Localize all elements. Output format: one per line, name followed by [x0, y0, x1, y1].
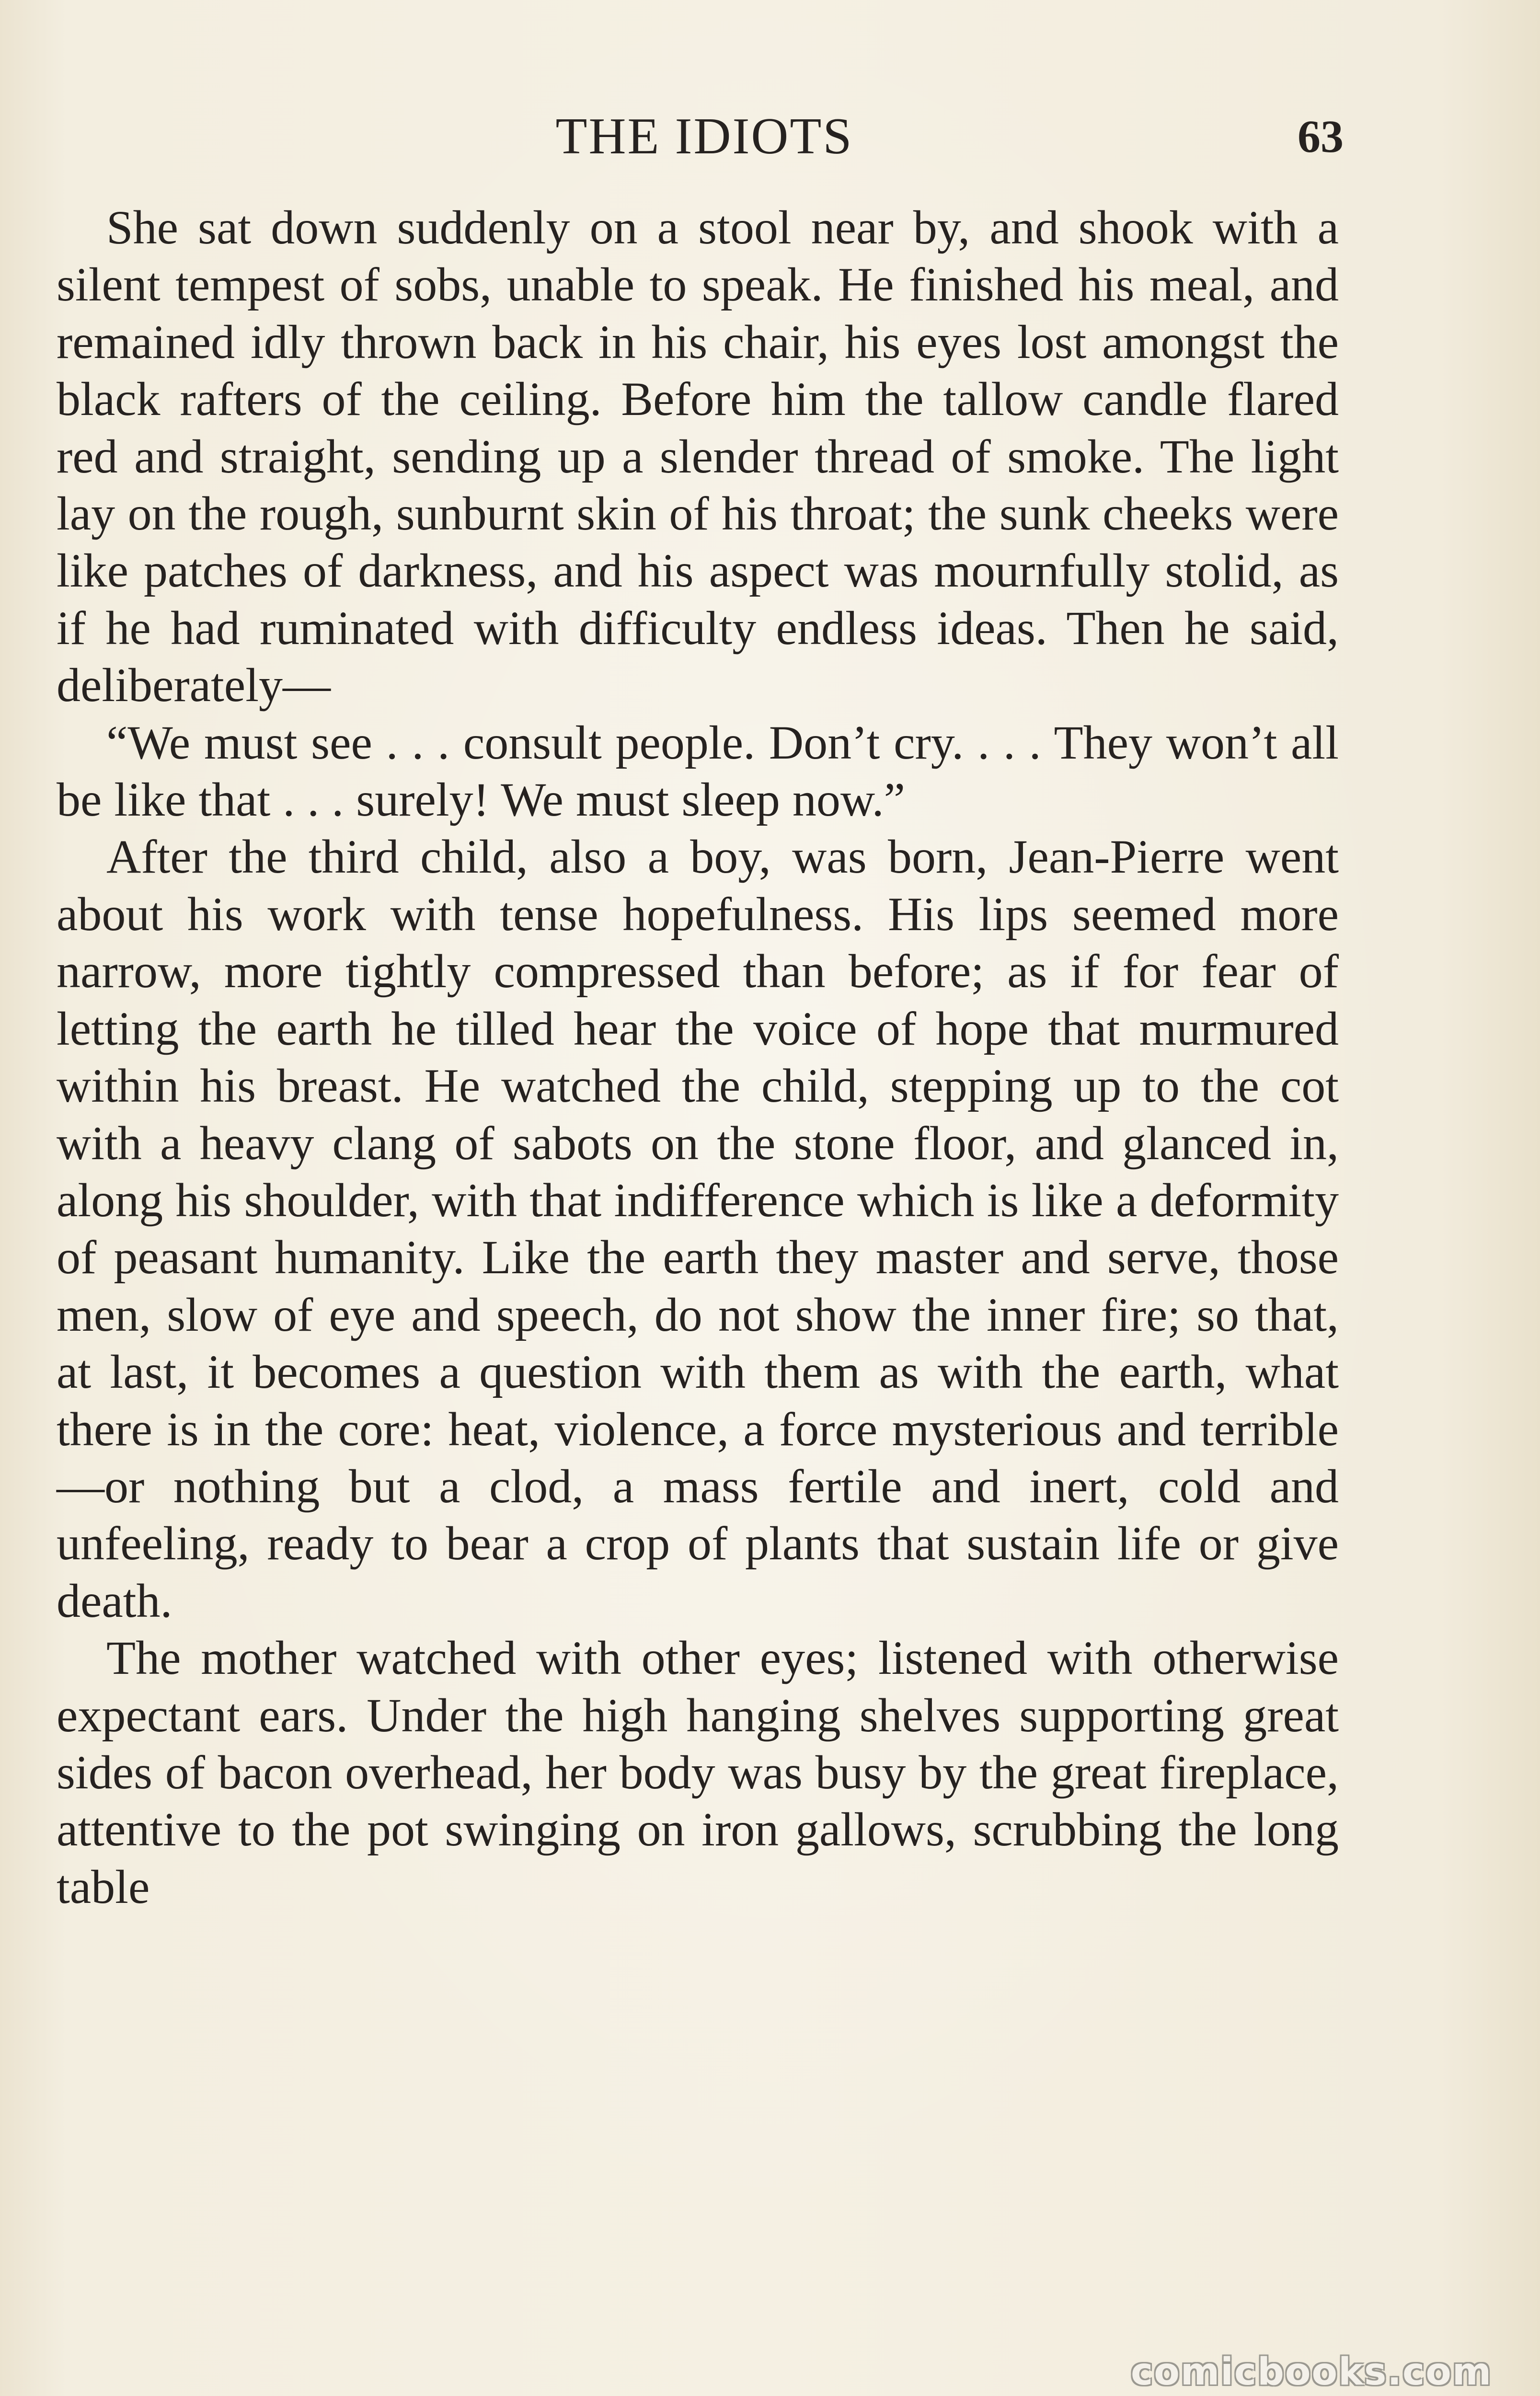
paragraph: She sat down suddenly on a stool near by, and shook with a silent tempest of sobs, unable to speak. He finished his meal, and remained idly thrown back in his chair, his eyes lost amongst the black rafters of the ceiling. Before him the tallow candle flared red and straight, sending up a slender thread of smoke. The light lay on the rough, sunburnt skin of his throat; the sunk cheeks were like patches of darkness, and his aspect was mournfully stolid, as if he had ruminated with difficulty endless ideas. Then he said, deliberately—: [57, 201, 1339, 712]
running-title: THE IDIOTS: [555, 108, 853, 165]
running-head: [0, 103, 1540, 170]
paragraph: “We must see . . . consult people. Don’t cry. . . . They won’t all be like that . . . surely! We must sleep now.”: [57, 715, 1339, 827]
body-text: [57, 199, 1339, 1915]
paragraph: The mother watched with other eyes; listened with otherwise expectant ears. Under the high hanging shelves supporting great sides of bacon overhead, her body was busy by the great fireplace, attentive to the pot swinging on iron gallows, scrubbing the long table: [57, 1631, 1339, 1913]
watermark: comicbooks.com: [1131, 2350, 1493, 2394]
page-number: 63: [1298, 111, 1344, 162]
paragraph: After the third child, also a boy, was born, Jean-Pierre went about his work with tense hopefulness. His lips seemed more narrow, more tightly compressed than before; as if for fear of letting the earth he tilled hear the voice of hope that murmured within his breast. He watched the child, stepping up to the cot with a heavy clang of sabots on the stone floor, and glanced in, along his shoulder, with that indifference which is like a deformity of peasant humanity. Like the earth they master and serve, those men, slow of eye and speech, do not show the inner fire; so that, at last, it becomes a question with them as with the earth, what there is in the core: heat, violence, a force mysterious and terrible —or nothing but a clod, a mass fertile and inert, cold and unfeeling, ready to bear a crop of plants that sustain life or give death.: [57, 830, 1339, 1627]
